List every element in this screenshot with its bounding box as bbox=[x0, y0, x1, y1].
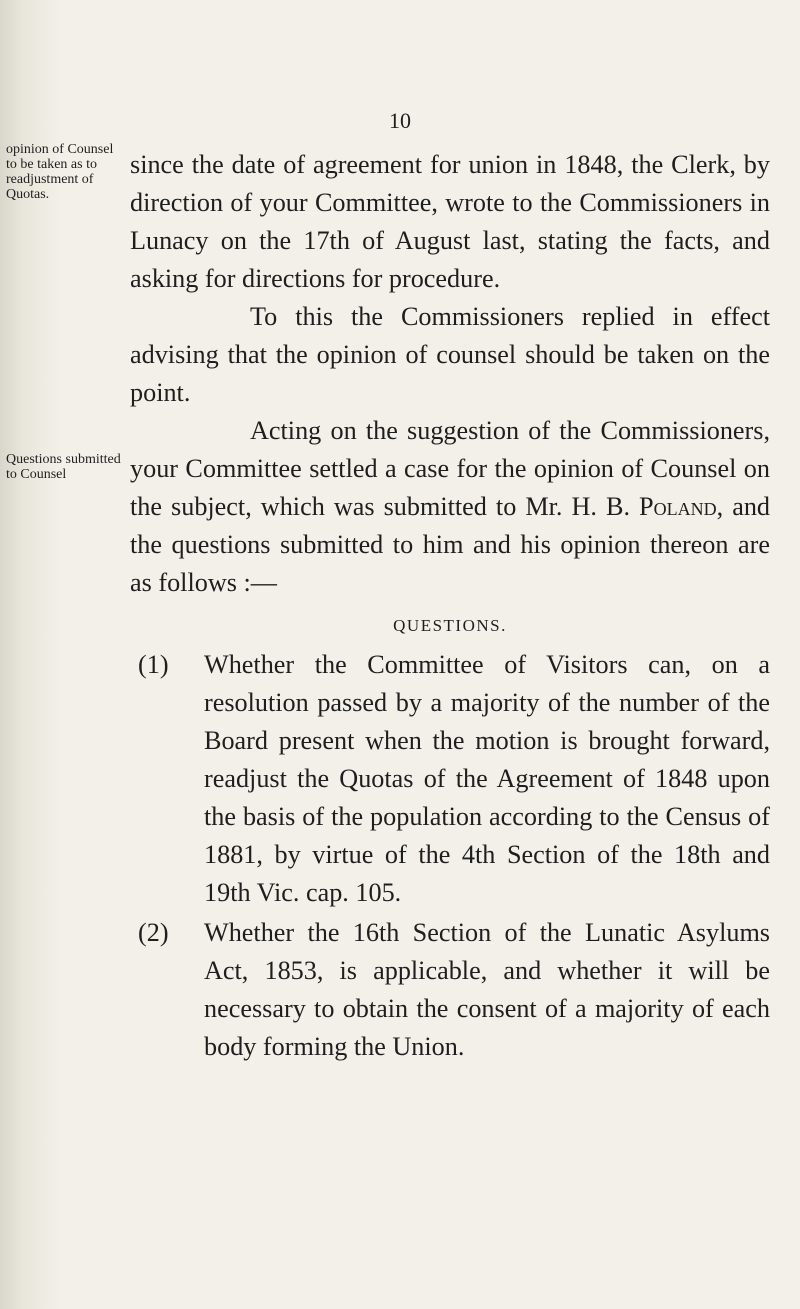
question-number: (1) bbox=[138, 650, 169, 679]
paragraph-continuation: since the date of agreement for union in 1848, the Clerk, by direction of your Committee, wrote to the Commissioners in Lunacy on the 17th of August last, stating the facts, and asking for directions for procedure. bbox=[130, 150, 770, 293]
question-item bbox=[130, 914, 770, 1066]
body-text bbox=[130, 146, 770, 1066]
questions-heading: QUESTIONS. bbox=[393, 616, 507, 635]
paragraph-commissioners-reply: To this the Commissioners replied in effect advising that the opinion of counsel should be taken on the point. bbox=[130, 302, 770, 407]
paragraph-counsel-case bbox=[130, 412, 770, 602]
margin-note-opinion: opinion of Counsel to be taken as to readjustment of Quotas. bbox=[6, 142, 114, 202]
question-text: Whether the Committee of Visitors can, on a resolution passed by a majority of the number of the Board present when the motion is brought forward, readjust the Quotas of the Agreement of 1848 upon the basis of the population according to the Census of 1881, by virtue of the 4th Section of the 18th and 19th Vic. cap. 105. bbox=[204, 650, 770, 907]
paragraph-counsel-text-2: , and the questions submitted to him and his opinion thereon are as follows :— bbox=[130, 492, 771, 597]
counsel-name: Poland bbox=[639, 492, 717, 521]
margin-note-questions: Questions submitted to Counsel bbox=[6, 452, 121, 482]
question-item bbox=[130, 646, 770, 912]
question-number: (2) bbox=[138, 918, 169, 947]
question-text: Whether the 16th Section of the Lunatic Asylums Act, 1853, is applicable, and whether it will be necessary to obtain the consent of a majority of each body forming the Union. bbox=[204, 918, 770, 1061]
page-number: 10 bbox=[389, 108, 411, 133]
paragraph-counsel-text-1: Acting on the suggestion of the Commissioners, your Committee settled a case for the opinion of Counsel on the subject, which was submitted to Mr. H. B. bbox=[130, 416, 770, 521]
